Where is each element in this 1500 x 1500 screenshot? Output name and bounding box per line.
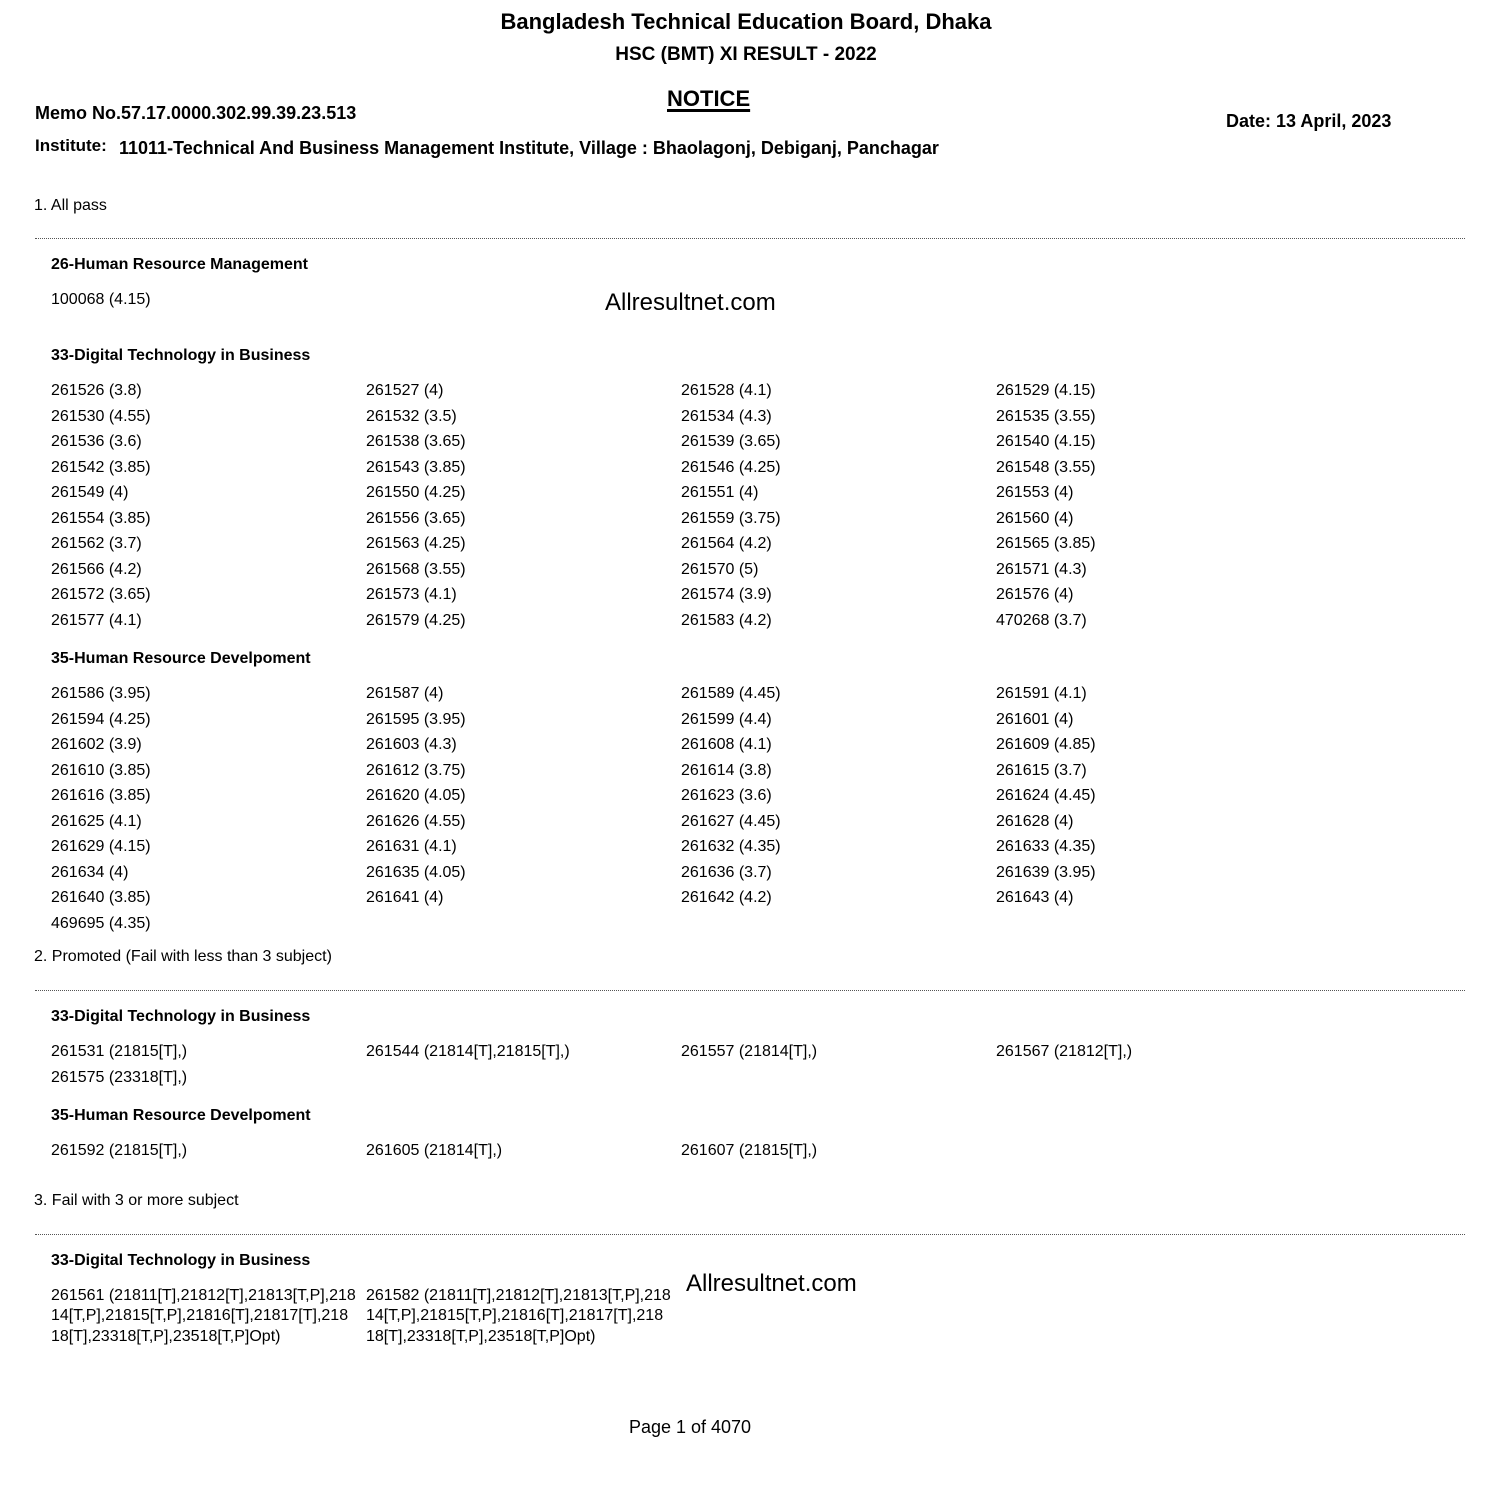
result-entry: 261631 (4.1) bbox=[366, 838, 457, 855]
result-entry: 261543 (3.85) bbox=[366, 458, 466, 476]
results-grid bbox=[51, 1141, 1311, 1167]
result-entry: 261607 (21815[T],) bbox=[681, 1142, 818, 1159]
result-entry: 261546 (4.25) bbox=[681, 458, 781, 476]
result-entry: 261550 (4.25) bbox=[366, 484, 466, 501]
result-entry: 261627 (4.45) bbox=[681, 812, 781, 830]
result-entry: 261549 (4) bbox=[51, 484, 129, 501]
results-grid bbox=[51, 1042, 1311, 1093]
institute-name: 11011-Technical And Business Management Institute, Village : Bhaolagonj, Debiganj, Panchagar bbox=[119, 138, 939, 158]
result-entry: 261568 (3.55) bbox=[366, 560, 466, 578]
result-entry: 261565 (3.85) bbox=[996, 535, 1096, 552]
result-entry: 261562 (3.7) bbox=[51, 535, 142, 552]
result-entry: 261632 (4.35) bbox=[681, 838, 781, 855]
result-entry: 261623 (3.6) bbox=[681, 787, 772, 804]
result-entry: 261539 (3.65) bbox=[681, 433, 781, 450]
result-entry: 100068 (4.15) bbox=[51, 291, 151, 308]
result-entry: 261571 (4.3) bbox=[996, 560, 1087, 578]
result-entry: 261603 (4.3) bbox=[366, 736, 457, 753]
result-entry: 261628 (4) bbox=[996, 812, 1074, 830]
result-entry: 261538 (3.65) bbox=[366, 433, 466, 450]
memo-number: Memo No.57.17.0000.302.99.39.23.513 bbox=[35, 103, 357, 123]
result-entry: 261540 (4.15) bbox=[996, 433, 1096, 450]
result-entry: 261535 (3.55) bbox=[996, 407, 1096, 425]
result-entry: 261625 (4.1) bbox=[51, 812, 142, 830]
notice-date: Date: 13 April, 2023 bbox=[1226, 111, 1392, 131]
result-entry: 261643 (4) bbox=[996, 889, 1074, 906]
result-entry: 469695 (4.35) bbox=[51, 914, 151, 932]
result-entry: 261564 (4.2) bbox=[681, 535, 772, 552]
result-entry: 261573 (4.1) bbox=[366, 586, 457, 603]
result-entry: 261608 (4.1) bbox=[681, 736, 772, 753]
results-grid bbox=[51, 684, 1311, 939]
department-heading: 33-Digital Technology in Business bbox=[51, 347, 311, 364]
notice-heading: NOTICE bbox=[667, 86, 751, 111]
result-entry: 261605 (21814[T],) bbox=[366, 1142, 503, 1159]
result-entry: 261635 (4.05) bbox=[366, 863, 466, 881]
result-entry: 261560 (4) bbox=[996, 509, 1074, 527]
result-entry: 261579 (4.25) bbox=[366, 611, 466, 629]
watermark: Allresultnet.com bbox=[605, 289, 776, 316]
result-entry: 261599 (4.4) bbox=[681, 710, 772, 728]
result-entry: 261572 (3.65) bbox=[51, 586, 151, 603]
result-entry: 261610 (3.85) bbox=[51, 761, 151, 779]
result-entry: 261634 (4) bbox=[51, 863, 129, 881]
divider bbox=[35, 990, 1465, 991]
department-heading: 33-Digital Technology in Business bbox=[51, 1008, 311, 1025]
result-entry: 261609 (4.85) bbox=[996, 736, 1096, 753]
result-entry: 261536 (3.6) bbox=[51, 433, 142, 450]
result-entry: 261586 (3.95) bbox=[51, 685, 151, 702]
department-heading: 33-Digital Technology in Business bbox=[51, 1252, 311, 1269]
result-entry: 261561 (21811[T],21812[T],21813[T,P],21814[T,P],21815[T,P],21816[T],21817[T],21818[T],23318[T,P],23518[T,P]Opt) bbox=[51, 1287, 356, 1345]
result-entry: 261577 (4.1) bbox=[51, 611, 142, 629]
section-label-fail: 3. Fail with 3 or more subject bbox=[34, 1192, 239, 1209]
result-entry: 470268 (3.7) bbox=[996, 611, 1087, 629]
result-entry: 261557 (21814[T],) bbox=[681, 1043, 818, 1060]
result-entry: 261640 (3.85) bbox=[51, 889, 151, 906]
result-entry: 261583 (4.2) bbox=[681, 611, 772, 629]
result-entry: 261624 (4.45) bbox=[996, 787, 1096, 804]
result-entry: 261612 (3.75) bbox=[366, 761, 466, 779]
result-entry: 261553 (4) bbox=[996, 484, 1074, 501]
divider bbox=[35, 238, 1465, 239]
result-entry: 261531 (21815[T],) bbox=[51, 1043, 188, 1060]
department-heading: 35-Human Resource Develpoment bbox=[51, 650, 311, 667]
result-entry: 261616 (3.85) bbox=[51, 787, 151, 804]
result-entry: 261566 (4.2) bbox=[51, 560, 142, 578]
result-entry: 261526 (3.8) bbox=[51, 382, 142, 399]
result-entry: 261575 (23318[T],) bbox=[51, 1068, 188, 1086]
result-entry: 261595 (3.95) bbox=[366, 710, 466, 728]
result-entry: 261601 (4) bbox=[996, 710, 1074, 728]
result-entry: 261642 (4.2) bbox=[681, 889, 772, 906]
result-entry: 261614 (3.8) bbox=[681, 761, 772, 779]
divider bbox=[35, 1234, 1465, 1235]
result-entry: 261620 (4.05) bbox=[366, 787, 466, 804]
result-entry: 261530 (4.55) bbox=[51, 407, 151, 425]
watermark: Allresultnet.com bbox=[686, 1270, 857, 1297]
page-number: Page 1 of 4070 bbox=[628, 1417, 752, 1437]
section-label-promoted: 2. Promoted (Fail with less than 3 subject) bbox=[34, 948, 332, 965]
result-entry: 261563 (4.25) bbox=[366, 535, 466, 552]
result-entry: 261532 (3.5) bbox=[366, 407, 457, 425]
result-entry: 261591 (4.1) bbox=[996, 685, 1087, 702]
result-entry: 261594 (4.25) bbox=[51, 710, 151, 728]
results-grid bbox=[51, 381, 1311, 636]
result-entry: 261548 (3.55) bbox=[996, 458, 1096, 476]
department-heading: 26-Human Resource Management bbox=[51, 256, 308, 273]
result-entry: 261574 (3.9) bbox=[681, 586, 772, 603]
result-entry: 261527 (4) bbox=[366, 382, 444, 399]
result-entry: 261576 (4) bbox=[996, 586, 1074, 603]
result-entry: 261589 (4.45) bbox=[681, 685, 781, 702]
result-entry: 261534 (4.3) bbox=[681, 407, 772, 425]
result-entry: 261567 (21812[T],) bbox=[996, 1043, 1133, 1060]
result-entry: 261633 (4.35) bbox=[996, 838, 1096, 855]
result-entry: 261629 (4.15) bbox=[51, 838, 151, 855]
result-entry: 261559 (3.75) bbox=[681, 509, 781, 527]
result-entry: 261570 (5) bbox=[681, 560, 759, 578]
result-entry: 261626 (4.55) bbox=[366, 812, 466, 830]
result-entry: 261544 (21814[T],21815[T],) bbox=[366, 1043, 570, 1060]
result-entry: 261582 (21811[T],21812[T],21813[T,P],21814[T,P],21815[T,P],21816[T],21817[T],21818[T],23318[T,P],23518[T,P]Opt) bbox=[366, 1287, 671, 1345]
result-entry: 261587 (4) bbox=[366, 685, 444, 702]
result-entry: 261641 (4) bbox=[366, 889, 444, 906]
department-heading: 35-Human Resource Develpoment bbox=[51, 1107, 311, 1124]
result-entry: 261639 (3.95) bbox=[996, 863, 1096, 881]
result-entry: 261528 (4.1) bbox=[681, 382, 772, 399]
result-entry: 261554 (3.85) bbox=[51, 509, 151, 527]
result-entry: 261636 (3.7) bbox=[681, 863, 772, 881]
result-entry: 261615 (3.7) bbox=[996, 761, 1087, 779]
result-entry: 261592 (21815[T],) bbox=[51, 1142, 188, 1159]
result-entry: 261551 (4) bbox=[681, 484, 759, 501]
institute-label: Institute: bbox=[35, 136, 107, 155]
results-grid bbox=[51, 1286, 1311, 1347]
result-entry: 261556 (3.65) bbox=[366, 509, 466, 527]
result-entry: 261529 (4.15) bbox=[996, 382, 1096, 399]
exam-title: HSC (BMT) XI RESULT - 2022 bbox=[615, 44, 877, 65]
result-entry: 261542 (3.85) bbox=[51, 458, 151, 476]
result-entry: 261602 (3.9) bbox=[51, 736, 142, 753]
section-label-all-pass: 1. All pass bbox=[34, 197, 107, 214]
board-title: Bangladesh Technical Education Board, Dhaka bbox=[500, 9, 992, 34]
